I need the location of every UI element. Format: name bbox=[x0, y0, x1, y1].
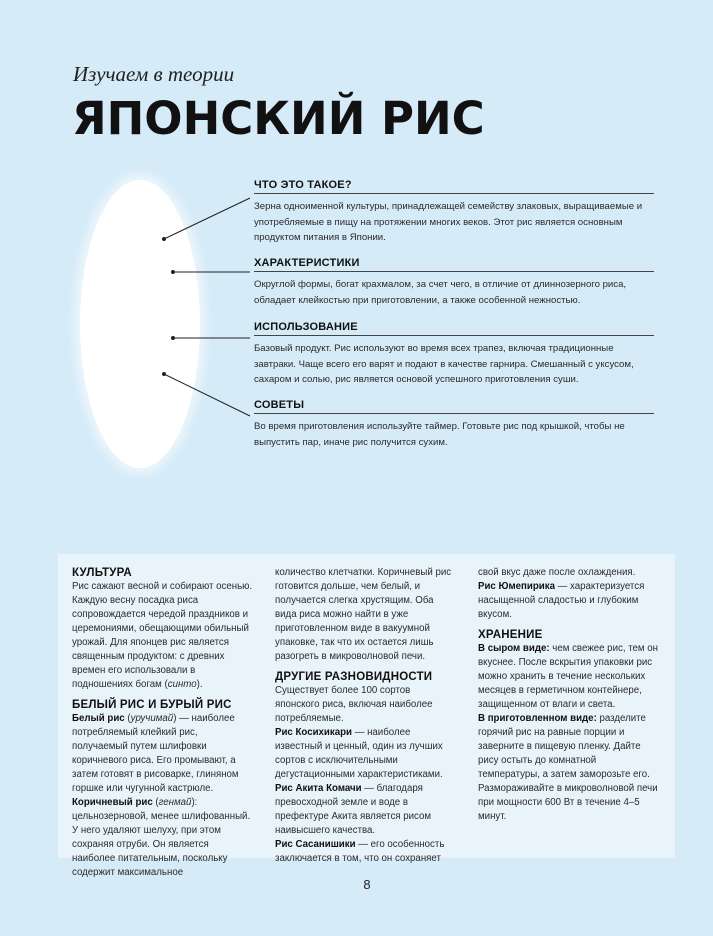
white-brown-heading: БЕЛЫЙ РИС И БУРЫЙ РИС bbox=[72, 699, 232, 711]
section-usage bbox=[254, 321, 654, 388]
culture-text: Рис сажают весной и собирают осенью. Каждую весну посадка риса сопровождается чередой праздников и церемониями, обещающими обильный урожай. Для японцев рис является священным продуктом: с древних времен его использовали в подношениях богам (синто). bbox=[72, 581, 253, 690]
varieties-text: Существует более 100 сортов японского риса, включая наиболее потребляемые. bbox=[275, 685, 433, 724]
page-subtitle: Изучаем в теории bbox=[73, 62, 235, 86]
culture-heading: КУЛЬТУРА bbox=[72, 567, 132, 579]
variety-koshihikari: Рис Косихикари — наиболее известный и ценный, один из лучших сортов с исключительными дегустационными характеристиками. bbox=[275, 727, 443, 780]
variety-sasanishiki: Рис Сасанишики — его особенность заключается в том, что он сохраняет bbox=[275, 839, 445, 864]
info-panel bbox=[58, 554, 675, 878]
varieties-heading: ДРУГИЕ РАЗНОВИДНОСТИ bbox=[275, 671, 433, 683]
variety-akita-komachi: Рис Акита Комачи — благодаря превосходной земле и воде в префектуре Акита является рисом наивысшего качества. bbox=[275, 783, 432, 836]
panel-column-3 bbox=[478, 566, 660, 824]
storage-raw: В сыром виде: чем свежее рис, тем он вкуснее. После вскрытия упаковки рис можно хранить в течение нескольких месяцев в герметичном контейнере, защищенном от влаги и света. bbox=[478, 643, 659, 710]
section-text: Округлой формы, богат крахмалом, за счет чего, в отличие от длиннозерного риса, обладает клейкостью при приготовлении, а также особенной нежностью. bbox=[254, 279, 627, 306]
section-tips bbox=[254, 399, 654, 450]
brown-rice-continued-text: количество клетчатки. Коричневый рис готовится дольше, чем белый, и получается слегка хрустящим. Оба вида риса можно найти в уже приготовленном виде в вакуумной упаковке, так что их остается лишь разогреть в микроволновой печи. bbox=[275, 567, 452, 662]
variety-yumepirika: Рис Юмепирика — характеризуется насыщенной сладостью и глубоким вкусом. bbox=[478, 581, 645, 620]
section-heading: ИСПОЛЬЗОВАНИЕ bbox=[254, 321, 654, 336]
section-text: Базовый продукт. Рис используют во время всех трапез, включая традиционные завтраки. Чаще всего его варят и подают в качестве гарнира. Смешанный с уксусом, сахаром и солью, рис является основой успешного приготовления суши. bbox=[254, 343, 634, 385]
sasanishiki-continued-text: свой вкус даже после охлаждения. bbox=[478, 567, 636, 578]
section-text: Зерна одноименной культуры, принадлежащей семейству злаковых, выращиваемые и употребляемые в пищу на протяжении многих веков. Этот рис является основным продуктом питания в Японии. bbox=[254, 201, 643, 243]
section-heading: СОВЕТЫ bbox=[254, 399, 654, 414]
section-heading: ЧТО ЭТО ТАКОЕ? bbox=[254, 179, 654, 194]
section-characteristics bbox=[254, 257, 654, 308]
panel-column-1 bbox=[72, 566, 254, 880]
panel-column-2 bbox=[275, 566, 457, 866]
section-text: Во время приготовления используйте таймер. Готовьте рис под крышкой, чтобы не выпустить пар, иначе рис получится сухим. bbox=[254, 421, 625, 448]
section-what-is-it bbox=[254, 179, 654, 246]
white-brown-text: Белый рис (уручимай) — наиболее потребляемый клейкий рис, получаемый путем шлифовки коричневого риса. Его промывают, а затем готовят в рисоварке, глиняном горшке или чугунной кастрюле. Коричневый рис (генмай): цельнозерновой, менее шлифованный. У него удаляют шелуху, при этом сохраняя отруби. Он является наиболее питательным, поскольку содержит максимальное bbox=[72, 713, 251, 878]
page-title: ЯПОНСКИЙ РИС bbox=[72, 92, 485, 145]
section-heading: ХАРАКТЕРИСТИКИ bbox=[254, 257, 654, 272]
rice-grain-illustration bbox=[80, 180, 200, 468]
storage-heading: ХРАНЕНИЕ bbox=[478, 629, 543, 641]
page-number: 8 bbox=[363, 877, 371, 892]
storage-cooked: В приготовленном виде: разделите горячий рис на равные порции и заверните в пищевую пленку. Дайте рису остыть до комнатной температуры, а затем заморозьте его. Размораживайте в микроволновой печи при мощности 600 Вт в течение 4–5 минут. bbox=[478, 713, 658, 822]
